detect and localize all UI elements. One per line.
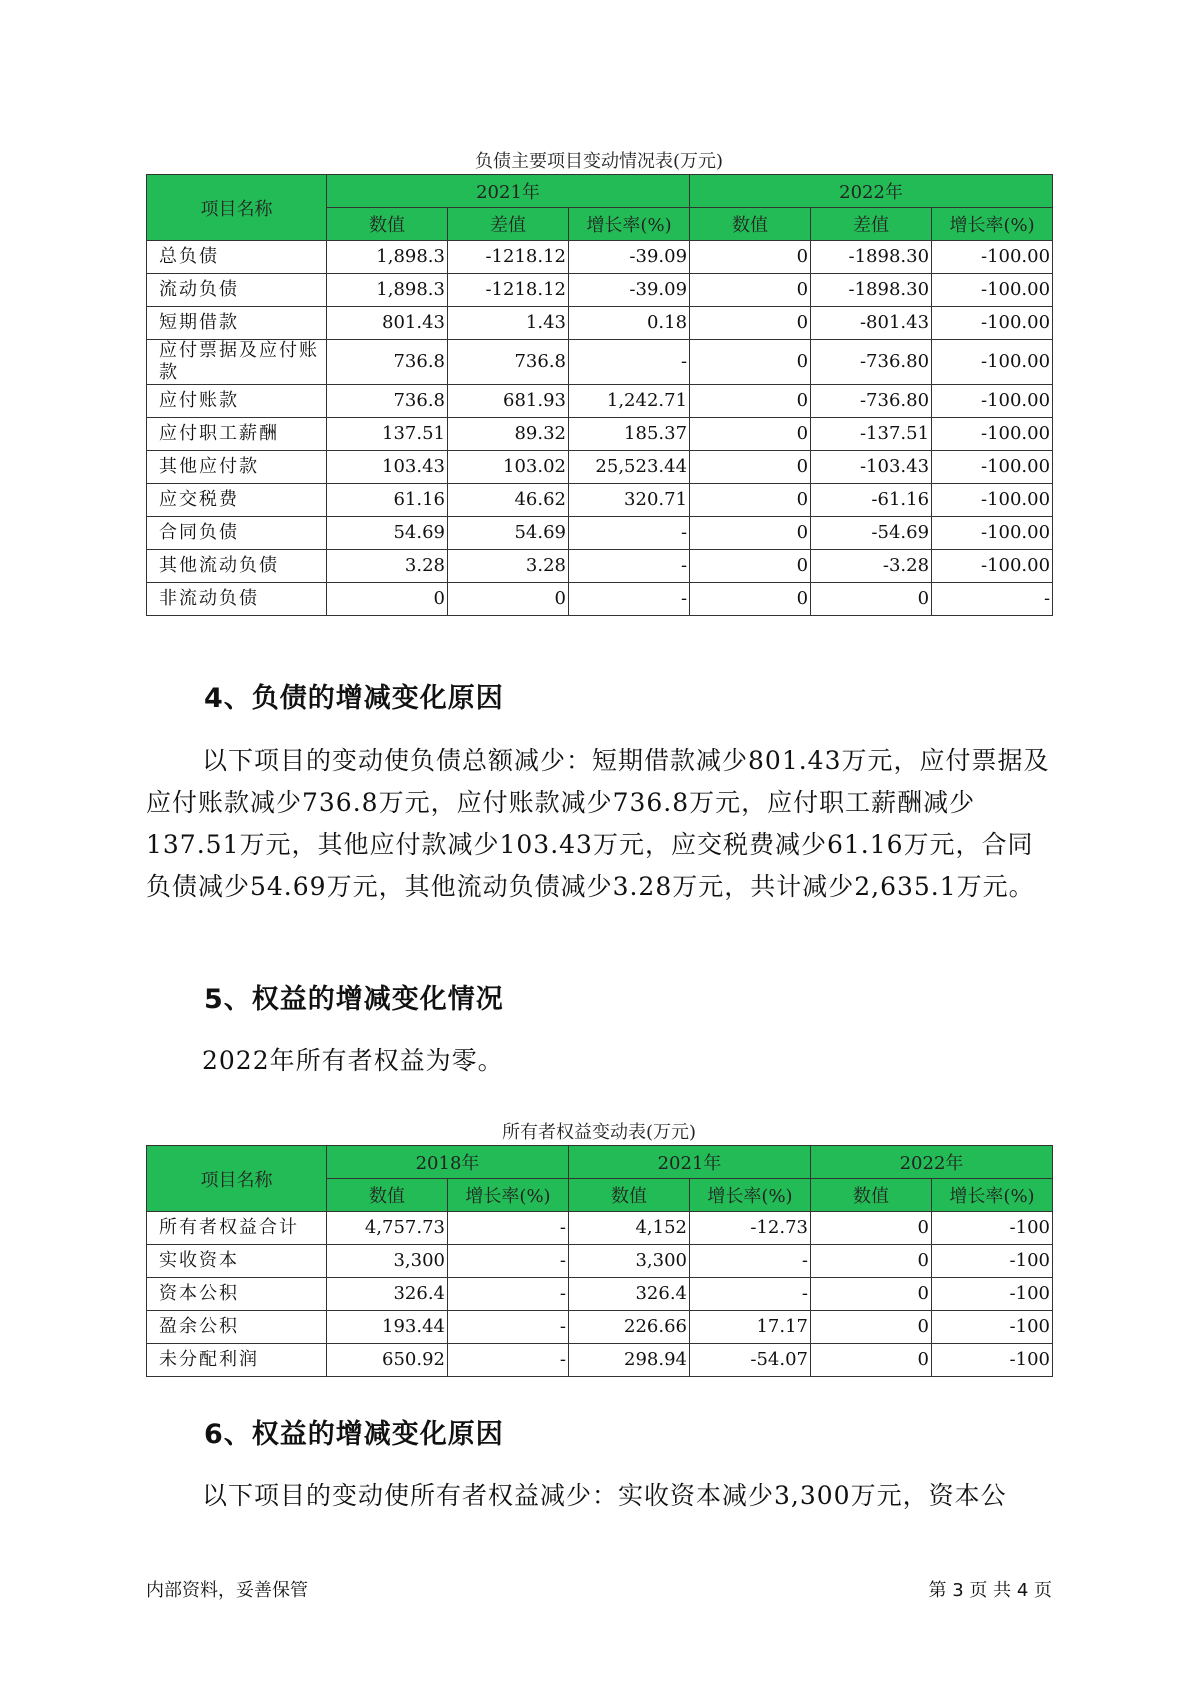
table-cell: 1,898.3: [327, 241, 448, 274]
table-cell: 54.69: [327, 517, 448, 550]
table-cell: -1898.30: [811, 274, 932, 307]
section-4-text: 以下项目的变动使负债总额减少：短期借款减少801.43万元，应付票据及应付账款减少736.8万元，应付账款减少736.8万元，应付职工薪酬减少137.51万元，其他应付款减少103.43万元，应交税费减少61.16万元，合同负债减少54.69万元，其他流动负债减少3.28万元，共计减少2,635.1万元。: [146, 746, 1050, 901]
table-row: [147, 1245, 1053, 1278]
table-cell: -54.69: [811, 517, 932, 550]
row-label: 应交税费: [147, 484, 327, 517]
table-cell: -39.09: [569, 241, 690, 274]
table-cell: 1,898.3: [327, 274, 448, 307]
table-cell: 3,300: [569, 1245, 690, 1278]
table-cell: -39.09: [569, 274, 690, 307]
table-row: [147, 418, 1053, 451]
table-cell: 103.02: [448, 451, 569, 484]
table-cell: -61.16: [811, 484, 932, 517]
table-row: [147, 1278, 1053, 1311]
table-cell: -: [448, 1344, 569, 1377]
table-cell: 0: [690, 241, 811, 274]
table-cell: 326.4: [327, 1278, 448, 1311]
row-label: 资本公积: [147, 1278, 327, 1311]
table-cell: 0: [327, 583, 448, 616]
row-label: 流动负债: [147, 274, 327, 307]
table-cell: -12.73: [690, 1212, 811, 1245]
table-cell: 54.69: [448, 517, 569, 550]
table-cell: -100: [932, 1245, 1053, 1278]
header-sub: 数值: [327, 208, 448, 241]
table-cell: -100.00: [932, 274, 1053, 307]
table-cell: -1218.12: [448, 274, 569, 307]
table-cell: 0: [690, 517, 811, 550]
equity-table: [146, 1145, 1053, 1377]
header-sub: 增长率(%): [448, 1179, 569, 1212]
header-year-2022: 2022年: [811, 1146, 1053, 1179]
table-cell: 801.43: [327, 307, 448, 340]
table-cell: -103.43: [811, 451, 932, 484]
table-row: [147, 307, 1053, 340]
header-sub: 数值: [327, 1179, 448, 1212]
table-cell: 3.28: [448, 550, 569, 583]
table-row: [147, 241, 1053, 274]
table-cell: -100.00: [932, 307, 1053, 340]
header-year-2021: 2021年: [569, 1146, 811, 1179]
table-cell: 736.8: [327, 385, 448, 418]
table-cell: -100.00: [932, 484, 1053, 517]
row-label: 所有者权益合计: [147, 1212, 327, 1245]
table-cell: -100.00: [932, 241, 1053, 274]
table-cell: -: [448, 1245, 569, 1278]
table-row: [147, 1212, 1053, 1245]
footer-page-number: 第 3 页 共 4 页: [928, 1580, 1052, 1601]
table-cell: 89.32: [448, 418, 569, 451]
table-cell: 226.66: [569, 1311, 690, 1344]
table-cell: -: [569, 583, 690, 616]
table-cell: 193.44: [327, 1311, 448, 1344]
table-cell: -100: [932, 1311, 1053, 1344]
table-cell: -100.00: [932, 418, 1053, 451]
header-sub: 增长率(%): [932, 208, 1053, 241]
table-cell: -: [448, 1278, 569, 1311]
table-cell: 0: [811, 1245, 932, 1278]
table-row: [147, 451, 1053, 484]
row-label: 非流动负债: [147, 583, 327, 616]
header-year-2018: 2018年: [327, 1146, 569, 1179]
table-cell: -1898.30: [811, 241, 932, 274]
table-cell: -: [690, 1278, 811, 1311]
table-cell: 0: [811, 1212, 932, 1245]
row-label: 总负债: [147, 241, 327, 274]
header-item-name: 项目名称: [147, 175, 327, 241]
table-cell: 0: [690, 274, 811, 307]
table-cell: -: [569, 550, 690, 583]
table-cell: 1,242.71: [569, 385, 690, 418]
table-cell: 320.71: [569, 484, 690, 517]
table-cell: -100.00: [932, 340, 1053, 385]
table-cell: 103.43: [327, 451, 448, 484]
table-cell: 185.37: [569, 418, 690, 451]
table-cell: 61.16: [327, 484, 448, 517]
table-cell: -: [932, 583, 1053, 616]
table-cell: -: [448, 1311, 569, 1344]
table-cell: -100.00: [932, 451, 1053, 484]
table-row: [147, 484, 1053, 517]
table-cell: -801.43: [811, 307, 932, 340]
table-cell: 0.18: [569, 307, 690, 340]
header-sub: 差值: [448, 208, 569, 241]
equity-table-caption: 所有者权益变动表(万元): [501, 1122, 697, 1143]
table-cell: 736.8: [327, 340, 448, 385]
table-cell: 736.8: [448, 340, 569, 385]
table-cell: -736.80: [811, 385, 932, 418]
liabilities-table: [146, 174, 1053, 616]
table-cell: -: [448, 1212, 569, 1245]
table-cell: 0: [690, 340, 811, 385]
table-cell: -3.28: [811, 550, 932, 583]
header-sub: 增长率(%): [932, 1179, 1053, 1212]
table-cell: -100: [932, 1278, 1053, 1311]
header-sub: 增长率(%): [569, 208, 690, 241]
header-sub: 差值: [811, 208, 932, 241]
table-cell: -100.00: [932, 385, 1053, 418]
table-cell: 17.17: [690, 1311, 811, 1344]
table-row: [147, 550, 1053, 583]
row-label: 短期借款: [147, 307, 327, 340]
table-row: [147, 385, 1053, 418]
table-cell: 650.92: [327, 1344, 448, 1377]
table-cell: 3,300: [327, 1245, 448, 1278]
header-sub: 数值: [690, 208, 811, 241]
table-cell: 4,757.73: [327, 1212, 448, 1245]
table-row: [147, 274, 1053, 307]
table-cell: 4,152: [569, 1212, 690, 1245]
header-year-2022: 2022年: [690, 175, 1053, 208]
section-4-heading: 4、负债的增减变化原因: [204, 683, 504, 714]
table-cell: 298.94: [569, 1344, 690, 1377]
table-cell: -100: [932, 1212, 1053, 1245]
row-label: 应付票据及应付账款: [147, 340, 327, 385]
row-label: 实收资本: [147, 1245, 327, 1278]
header-sub: 增长率(%): [690, 1179, 811, 1212]
row-label: 应付账款: [147, 385, 327, 418]
table-cell: -54.07: [690, 1344, 811, 1377]
row-label: 其他应付款: [147, 451, 327, 484]
table-cell: 0: [690, 583, 811, 616]
section-5-heading: 5、权益的增减变化情况: [204, 984, 504, 1015]
row-label: 其他流动负债: [147, 550, 327, 583]
row-label: 应付职工薪酬: [147, 418, 327, 451]
table-cell: -100.00: [932, 550, 1053, 583]
section-5-text: 2022年所有者权益为零。: [202, 1046, 504, 1075]
table-cell: 25,523.44: [569, 451, 690, 484]
table-cell: 0: [448, 583, 569, 616]
table-row: [147, 1344, 1053, 1377]
table-cell: 0: [811, 1278, 932, 1311]
table-cell: 1.43: [448, 307, 569, 340]
section-6-heading: 6、权益的增减变化原因: [204, 1419, 504, 1450]
table-cell: -: [569, 340, 690, 385]
table-cell: 137.51: [327, 418, 448, 451]
table-cell: -1218.12: [448, 241, 569, 274]
header-year-2021: 2021年: [327, 175, 690, 208]
section-6-text: 以下项目的变动使所有者权益减少：实收资本减少3,300万元，资本公: [202, 1481, 1007, 1510]
table-row: [147, 583, 1053, 616]
table-cell: 0: [811, 1344, 932, 1377]
table-cell: 46.62: [448, 484, 569, 517]
table-cell: -: [690, 1245, 811, 1278]
table-cell: 0: [811, 583, 932, 616]
row-label: 合同负债: [147, 517, 327, 550]
table-row: [147, 1311, 1053, 1344]
footer-confidential: 内部资料，妥善保管: [146, 1580, 308, 1601]
row-label: 未分配利润: [147, 1344, 327, 1377]
table-cell: 0: [690, 451, 811, 484]
table-cell: -736.80: [811, 340, 932, 385]
liabilities-table-caption: 负债主要项目变动情况表(万元): [474, 151, 724, 172]
header-sub: 数值: [569, 1179, 690, 1212]
table-cell: 0: [811, 1311, 932, 1344]
table-cell: 0: [690, 418, 811, 451]
table-row: [147, 517, 1053, 550]
table-cell: 0: [690, 550, 811, 583]
table-cell: 0: [690, 385, 811, 418]
table-cell: -: [569, 517, 690, 550]
table-cell: 3.28: [327, 550, 448, 583]
table-cell: -137.51: [811, 418, 932, 451]
table-cell: 326.4: [569, 1278, 690, 1311]
header-item-name: 项目名称: [147, 1146, 327, 1212]
header-sub: 数值: [811, 1179, 932, 1212]
table-row: [147, 340, 1053, 385]
table-cell: -100: [932, 1344, 1053, 1377]
table-cell: 681.93: [448, 385, 569, 418]
table-cell: -100.00: [932, 517, 1053, 550]
table-cell: 0: [690, 307, 811, 340]
table-cell: 0: [690, 484, 811, 517]
row-label: 盈余公积: [147, 1311, 327, 1344]
